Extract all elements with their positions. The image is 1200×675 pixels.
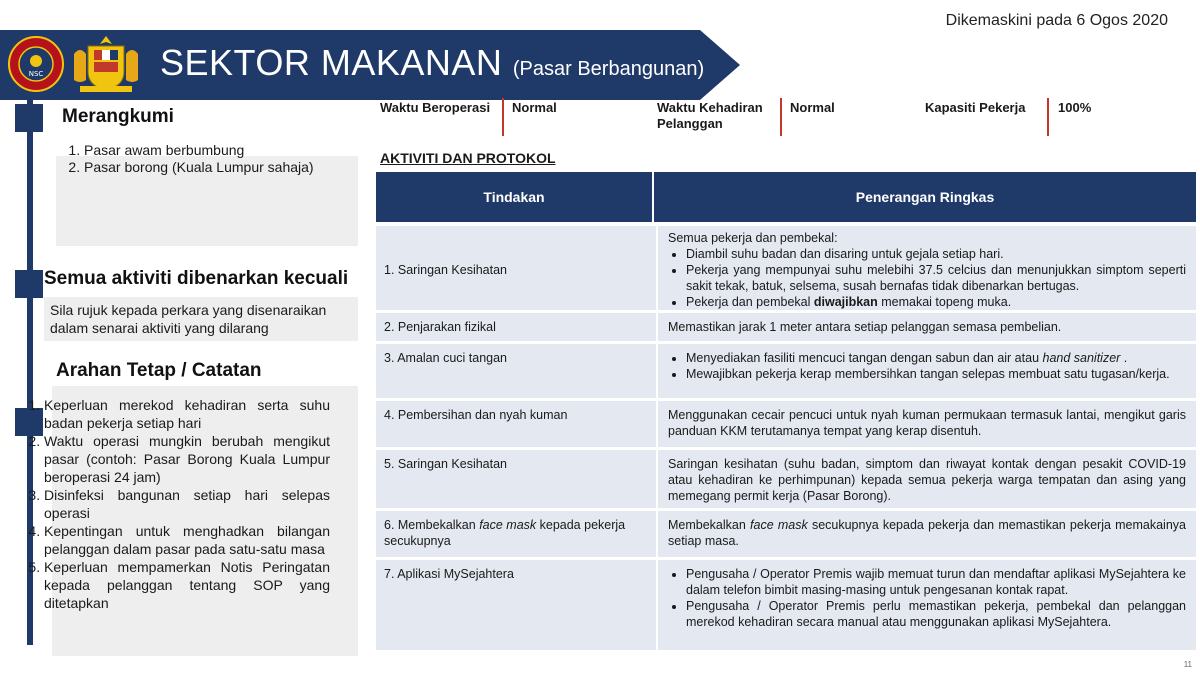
row-description	[656, 511, 1196, 557]
arahan-item: 4. Kepentingan untuk menghadkan bilangan pelanggan dalam pasar pada satu-satu masa	[44, 522, 330, 558]
info-cap-label: Kapasiti Pekerja	[925, 100, 1026, 115]
row-bullet: • Pekerja yang mempunyai suhu melebihi 37.5 celcius dan menunjukkan simptom seperti sakit tekak, batuk, selsema, susah bernafas tidak dibenarkan bertugas.	[686, 262, 1186, 294]
page-number: 11	[1183, 660, 1192, 669]
table-row	[376, 344, 1196, 398]
section-arahan-title: Arahan Tetap / Catatan	[56, 360, 262, 381]
protocol-title: AKTIVITI DAN PROTOKOL	[380, 150, 556, 166]
table-header-tindakan: Tindakan	[376, 172, 654, 222]
row-bullets	[668, 246, 1186, 310]
row-description: Saringan kesihatan (suhu badan, simptom dan riwayat kontak dengan pesakit COVID-19 atau kehadiran ke perhimpunan) kepada semua pekerja warga tempatan dan asing yang memegang permit kerja (Pasar Borong).	[656, 450, 1196, 508]
row-bullet: • Mewajibkan pekerja kerap membersihkan tangan selepas membuat satu tugasan/kerja.	[686, 366, 1186, 382]
info-divider	[780, 98, 782, 136]
merangkumi-item: 1. Pasar awam berbumbung	[84, 142, 358, 159]
row-bullet: • Pengusaha / Operator Premis wajib memuat turun dan mendaftar aplikasi MySejahtera ke dalam telefon bimbit masing-masing untuk pengesanan kontak rapat.	[686, 566, 1186, 598]
bullet-text: Pekerja dan pembekal	[686, 295, 814, 309]
page-title	[160, 42, 704, 84]
row-bullet: • Pengusaha / Operator Premis perlu memastikan pekerja, pembekal dan pelanggan merekod kehadiran secara manual atau menggunakan aplikasi MySejahtera.	[686, 598, 1186, 630]
row-action: 5. Saringan Kesihatan	[384, 457, 508, 471]
row-intro: Semua pekerja dan pembekal:	[668, 231, 838, 245]
info-att-label: Waktu Kehadiran Pelanggan	[657, 100, 763, 131]
row-bullet	[686, 350, 1186, 366]
updated-date: Dikemaskini pada 6 Ogos 2020	[945, 12, 1168, 29]
timeline-marker-1	[15, 104, 43, 132]
row-action: 2. Penjarakan fizikal	[384, 320, 496, 334]
title-main: SEKTOR MAKANAN	[160, 42, 503, 83]
section-aktiviti-title: Semua aktiviti dibenarkan kecuali	[44, 268, 349, 289]
title-subtitle: (Pasar Berbangunan)	[512, 58, 705, 80]
bullet-italic: hand sanitizer	[1042, 351, 1121, 365]
nsc-logo-abbr: NSC	[28, 70, 44, 78]
row-action: 1. Saringan Kesihatan	[384, 263, 508, 277]
section-merangkumi-title: Merangkumi	[62, 106, 174, 127]
section-aktiviti-text: Sila rujuk kepada perkara yang disenaraikan dalam senarai aktiviti yang dilarang	[44, 297, 358, 341]
row-action	[376, 511, 656, 557]
row-action: 7. Aplikasi MySejahtera	[384, 567, 514, 581]
malaysia-coat-of-arms-icon	[66, 34, 146, 94]
table-header-penerangan: Penerangan Ringkas	[855, 189, 995, 205]
table-row	[376, 401, 1196, 447]
desc-italic: face mask	[750, 518, 808, 532]
arahan-item: 2. Waktu operasi mungkin berubah mengikut pasar (contoh: Pasar Borong Kuala Lumpur beroperasi 24 jam)	[44, 432, 330, 486]
row-description: Memastikan jarak 1 meter antara setiap pelanggan semasa pembelian.	[656, 313, 1196, 341]
table-row	[376, 313, 1196, 341]
row-bullet	[686, 294, 1186, 310]
bullet-text: memakai topeng muka.	[877, 295, 1012, 309]
arahan-item: 1. Keperluan merekod kehadiran serta suhu badan pekerja setiap hari	[44, 396, 330, 432]
bullet-text: .	[1120, 351, 1128, 365]
desc-text: secukupnya kepada pekerja dan memastikan pekerja memakainya setiap masa.	[668, 518, 1186, 548]
section-arahan-box	[44, 386, 358, 656]
action-italic: face mask	[479, 518, 537, 532]
table-row	[376, 450, 1196, 508]
row-bullet: • Diambil suhu badan dan disaring untuk gejala setiap hari.	[686, 246, 1186, 262]
info-att-value: Normal	[790, 100, 835, 115]
bullet-text: Menyediakan fasiliti mencuci tangan dengan sabun dan air atau	[686, 351, 1043, 365]
row-action: 4. Pembersihan dan nyah kuman	[384, 408, 568, 422]
info-cap-value: 100%	[1058, 100, 1092, 115]
arahan-list	[22, 396, 330, 612]
arahan-item: 5. Keperluan mempamerkan Notis Peringatan kepada pelanggan tentang SOP yang ditetapkan	[44, 558, 330, 612]
action-text: kepada pekerja secukupnya	[384, 518, 626, 548]
info-divider	[1047, 98, 1049, 136]
row-description	[656, 226, 1196, 310]
table-row	[376, 511, 1196, 557]
row-description: Menggunakan cecair pencuci untuk nyah kuman permukaan termasuk lantai, mengikut garis panduan KKM terutamanya tempat yang kerap disentuh.	[656, 401, 1196, 447]
bullet-bold: diwajibkan	[813, 295, 878, 309]
table-row	[376, 226, 1196, 310]
timeline-marker-2	[15, 270, 43, 298]
merangkumi-list	[56, 142, 358, 176]
table-header	[376, 172, 1196, 222]
row-description	[656, 560, 1196, 650]
desc-text: Membekalkan	[668, 518, 751, 532]
action-text: 6. Membekalkan	[384, 518, 480, 532]
section-merangkumi-box	[56, 142, 358, 246]
row-action: 3. Amalan cuci tangan	[384, 351, 507, 365]
row-bullets	[668, 350, 1186, 382]
info-divider	[502, 98, 504, 136]
table-row	[376, 560, 1196, 650]
merangkumi-item: 2. Pasar borong (Kuala Lumpur sahaja)	[84, 159, 358, 176]
row-bullets	[668, 566, 1186, 630]
info-op-value: Normal	[512, 100, 557, 115]
row-description	[656, 344, 1196, 398]
info-op-label: Waktu Beroperasi	[380, 100, 491, 115]
arahan-item: 3. Disinfeksi bangunan setiap hari selepas operasi	[44, 486, 330, 522]
protocol-table	[376, 172, 1196, 650]
